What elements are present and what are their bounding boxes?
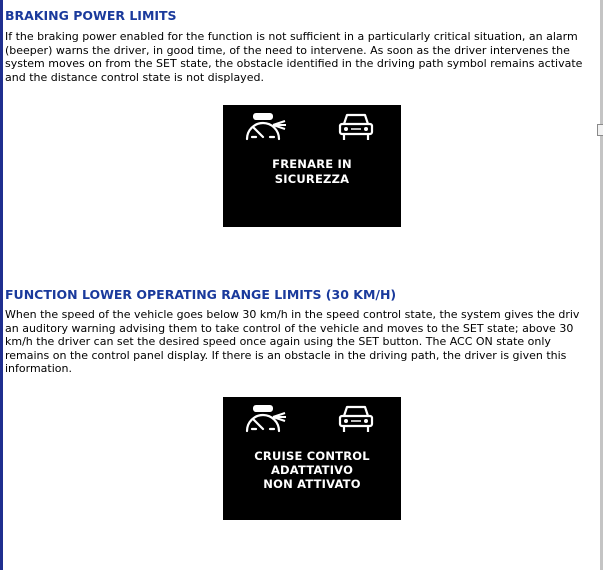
car-front-icon (336, 111, 376, 143)
section-heading-braking-power: BRAKING POWER LIMITS (5, 8, 177, 23)
paragraph-line: When the speed of the vehicle goes below 30 km/h in the speed control state, the system gives the driv (5, 308, 580, 321)
cruise-control-speedometer-icon (243, 403, 287, 437)
document-content (5, 0, 603, 570)
dashboard-display-panel (223, 105, 401, 227)
paragraph-line: If the braking power enabled for the function is not sufficient in a particularly critical situation, an alarm (5, 30, 578, 43)
paragraph-line: km/h the driver can set the desired speed once again using the SET button. The ACC ON state only (5, 335, 551, 348)
panel-message-line: ADATTATIVO (270, 463, 354, 477)
dashboard-display-panel (223, 397, 401, 520)
car-front-icon (336, 403, 376, 435)
paragraph-line: an auditory warning advising them to take control of the vehicle and moves to the SET state; above 30 (5, 321, 574, 335)
paragraph-line: system moves on from the SET state, the obstacle identified in the driving path symbol remains activate (5, 57, 583, 70)
paragraph-line: (beeper) warns the driver, in good time, of the need to intervene. As soon as the driver intervenes the (5, 43, 570, 57)
cruise-control-speedometer-icon (243, 111, 287, 145)
left-border (0, 0, 3, 570)
paragraph-line: information. (5, 362, 72, 375)
section-heading-lower-operating-range: FUNCTION LOWER OPERATING RANGE LIMITS (30 KM/H) (5, 287, 397, 302)
panel-message-line: CRUISE CONTROL (254, 449, 370, 463)
panel-message-line: NON ATTIVATO (263, 477, 361, 491)
paragraph-line: and the distance control state is not displayed. (5, 70, 264, 84)
panel-message-line: FRENARE IN (272, 157, 352, 171)
paragraph-line: remains on the control panel display. If there is an obstacle in the driving path, the driver is given this (5, 348, 567, 362)
panel-message-line: SICUREZZA (274, 172, 350, 186)
